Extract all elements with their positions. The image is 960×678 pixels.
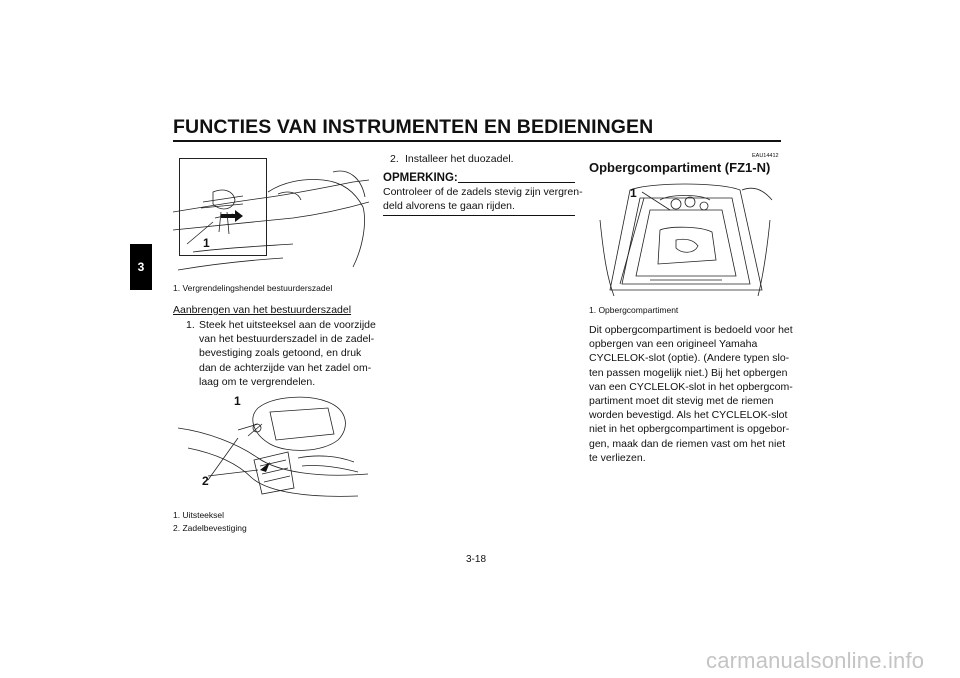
note-line: Controleer of de zadels stevig zijn vergren- [383,186,583,198]
compartment-paragraph [589,323,793,465]
note-line: deld alvorens te gaan rijden. [383,200,515,213]
paragraph-line: gen, maak dan de riemen vast om het niet [589,437,786,450]
note-bottom-rule [383,215,575,216]
note-text [383,185,583,213]
paragraph-line: partiment moet dit stevig met de riemen [589,395,774,408]
step-1-line: Steek het uitsteeksel aan de voorzijde [199,319,376,331]
step-2-text: Installeer het duozadel. [405,153,514,165]
callout-1: 1 [203,236,210,250]
paragraph-line: worden bevestigd. Als het CYCLELOK-slot [589,409,788,422]
paragraph-line: te verliezen. [589,451,646,464]
figure-caption: 1. Opbergcompartiment [589,305,679,315]
chapter-tab: 3 [130,244,152,290]
callout-1: 1 [234,394,241,408]
figure-frame [179,158,267,256]
storage-compartment-illustration [590,180,782,300]
page-title: FUNCTIES VAN INSTRUMENTEN EN BEDIENINGEN [173,116,654,138]
step-1-line: bevestiging zoals getoond, en druk [199,347,362,360]
paragraph-line: ten passen mogelijk niet.) Bij het opbergen [589,366,788,379]
paragraph-line: van een CYCLELOK-slot in het opbergcom- [589,380,793,393]
step-1-number: 1. [186,319,195,331]
paragraph-line: CYCLELOK-slot (optie). (Andere typen slo- [589,352,790,365]
step-1-text [199,318,376,389]
seat-mount-illustration [178,388,368,506]
paragraph-line: niet in het opbergcompartiment is opgebor- [589,423,790,436]
note-heading: OPMERKING: [383,172,458,184]
figure-seat-mount [178,388,368,506]
note-heading-rule [458,182,575,183]
paragraph-line: opbergen van een origineel Yamaha [589,338,758,351]
paragraph-line: Dit opbergcompartiment is bedoeld voor het [589,324,793,336]
callout-1: 1 [630,186,637,200]
step-1-line: van het bestuurderszadel in de zadel- [199,333,375,346]
figure-storage-compartment [590,180,782,300]
section-title: Aanbrengen van het bestuurderszadel [173,304,352,316]
figure-caption: 1. Vergrendelingshendel bestuurderszadel [173,283,333,293]
header-rule [173,140,781,142]
figure-seat-lock-lever [173,152,369,274]
page-number: 3-18 [466,554,487,565]
callout-2: 2 [202,474,209,488]
step-1-line: dan de achterzijde van het zadel om- [199,361,372,374]
step-2-number: 2. [390,153,399,165]
watermark: carmanualsonline.info [706,648,925,673]
section-heading: Opbergcompartiment (FZ1-N) [589,160,771,175]
figure-caption: 2. Zadelbevestiging [173,523,247,533]
section-code: EAU14412 [752,153,779,159]
step-1-line: laag om te vergrendelen. [199,375,316,388]
figure-caption: 1. Uitsteeksel [173,510,225,520]
